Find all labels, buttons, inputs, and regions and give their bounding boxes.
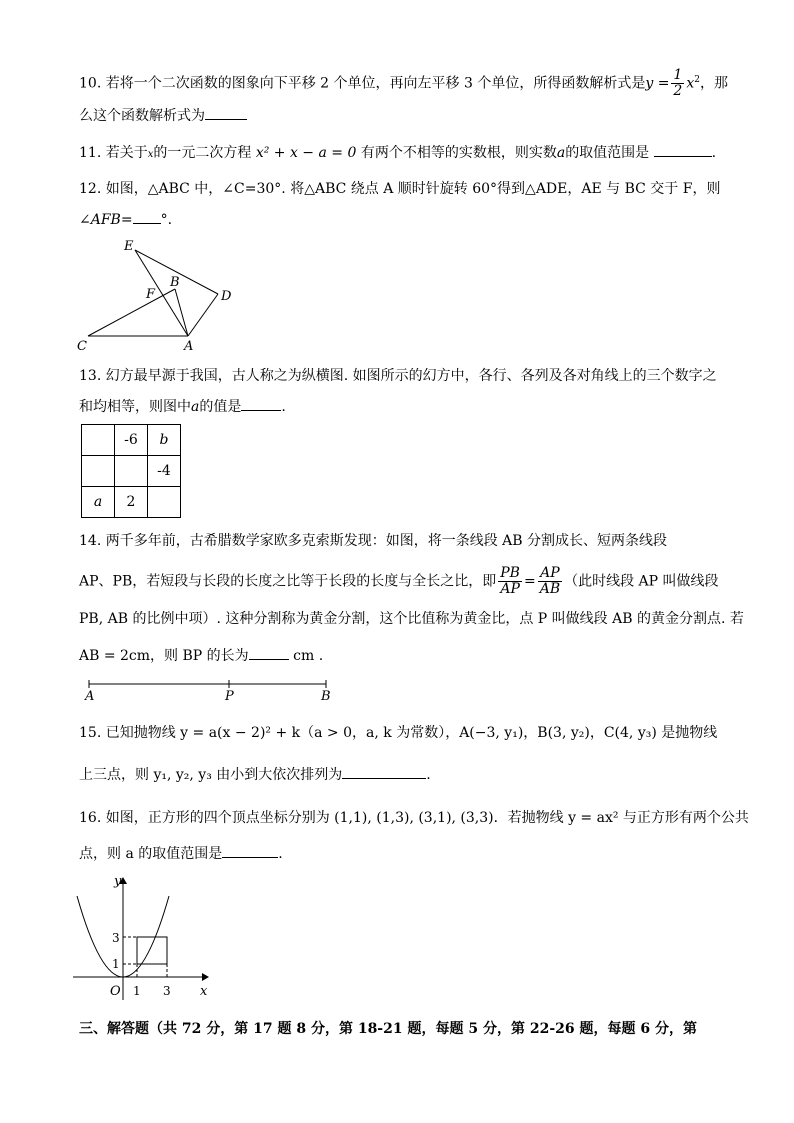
- q11-text4: 的取值范围是: [565, 145, 650, 161]
- q13-text: 13. 幻方最早源于我国，古人称之为纵横图. 如图所示的幻方中，各行、各列及各对角线上的三个数字之: [79, 368, 717, 384]
- q16-label-origin: O: [110, 984, 121, 999]
- q10-frac-num: 1: [673, 67, 683, 83]
- q12-degree: °.: [160, 212, 173, 228]
- q16-tick-y1: 1: [112, 957, 120, 971]
- q16-tick-x1: 1: [133, 984, 141, 998]
- magic-cell: a: [82, 487, 115, 518]
- q16-tick-y3: 3: [112, 931, 120, 945]
- q12-text: 12. 如图，△ABC 中，∠C=30°. 将△ABC 绕点 A 顺时针旋转 60°得到△ADE，AE 与 BC 交于 F，则: [79, 181, 721, 197]
- q16-text2: 点，则 a 的取值范围是: [79, 846, 223, 862]
- q10-line2-text: 么这个函数解析式为: [79, 108, 205, 124]
- q14-f2-den: AB: [539, 581, 561, 597]
- q15-text2: 上三点，则 y₁, y₂, y₃ 由小到大依次排列为: [79, 767, 343, 783]
- q13-text3: 的值是: [199, 399, 242, 415]
- q14-equals: =: [523, 573, 536, 590]
- magic-cell: b: [148, 425, 181, 456]
- q11-equation: x² + x − a = 0: [255, 145, 357, 161]
- q11-end: .: [711, 145, 717, 161]
- q14-label-B: B: [321, 689, 331, 704]
- q12-angle-label: ∠AFB=: [79, 212, 133, 228]
- magic-cell: -6: [115, 425, 148, 456]
- q12-label-A: A: [184, 339, 194, 354]
- q12-label-C: C: [77, 339, 87, 354]
- q15-end: .: [426, 767, 431, 783]
- magic-cell: -4: [148, 456, 181, 487]
- q14-f1-den: AP: [500, 581, 520, 597]
- q16-end: .: [278, 846, 283, 862]
- q10-frac-den: 2: [673, 83, 683, 99]
- q12-label-B: B: [170, 275, 180, 290]
- q11-text3: 有两个不相等的实数根，则实数: [360, 145, 557, 161]
- q12-label-E: E: [124, 239, 134, 254]
- q16-text: 16. 如图，正方形的四个顶点坐标分别为 (1,1), (1,3), (3,1), (3,3)．若抛物线 y = ax² 与正方形有两个公共: [79, 810, 749, 826]
- q14-f1-num: PB: [500, 565, 520, 581]
- q10-formula-rhs: x: [686, 75, 695, 92]
- q11-text2: 的一元二次方程: [153, 145, 252, 161]
- q14-label-P: P: [225, 689, 234, 704]
- q11-var-x: x: [147, 149, 154, 160]
- q10-text-after: ，那: [699, 75, 728, 92]
- q14-text4: PB, AB 的比例中项）. 这种分割称为黄金分割，这个比值称为黄金比，点 P 叫做线段 AB 的黄金分割点. 若: [79, 611, 744, 627]
- q12-label-D: D: [221, 289, 232, 304]
- q12-label-F: F: [146, 287, 156, 302]
- q16-label-x: x: [200, 984, 208, 999]
- section-3-title: 三、解答题（共 72 分，第 17 题 8 分，第 18-21 题，每题 5 分，第 22-26 题，每题 6 分，第: [79, 1021, 697, 1037]
- q13-end: .: [281, 399, 286, 415]
- q16-label-y: y: [114, 874, 122, 889]
- q16-square: [137, 937, 167, 964]
- q14-f2-num: AP: [538, 566, 562, 582]
- q16-tick-x3: 3: [163, 984, 171, 998]
- q14-text2: AP、PB，若短段与长段的长度之比等于长段的长度与全长之比，即: [79, 573, 497, 590]
- section-3-heading: [79, 1019, 697, 1039]
- magic-cell: 2: [115, 487, 148, 518]
- q14-label-A: A: [85, 689, 95, 704]
- q14-text5: AB = 2cm，则 BP 的长为: [79, 648, 249, 664]
- q10-text: 10. 若将一个二次函数的图象向下平移 2 个单位，再向左平移 3 个单位，所得函数解析式是: [79, 75, 646, 92]
- q13-var-a: a: [191, 399, 200, 415]
- q10-formula-lhs: y =: [645, 75, 670, 92]
- q14-unit: cm .: [293, 648, 324, 664]
- q11-text: 11. 若关于: [79, 145, 148, 161]
- q11-var-a: a: [556, 145, 566, 161]
- q13-text2: 和均相等，则图中: [79, 399, 191, 415]
- q15-text: 15. 已知抛物线 y = a(x − 2)² + k（a > 0，a, k 为常数），A(−3, y₁)，B(3, y₂)，C(4, y₃) 是抛物线: [79, 725, 718, 741]
- q10-exp: 2: [694, 74, 700, 85]
- q14-text3: （此时线段 AP 叫做线段: [564, 573, 719, 590]
- q14-text: 14. 两千多年前，古希腊数学家欧多克索斯发现：如图，将一条线段 AB 分割成长、短两条线段: [79, 533, 668, 549]
